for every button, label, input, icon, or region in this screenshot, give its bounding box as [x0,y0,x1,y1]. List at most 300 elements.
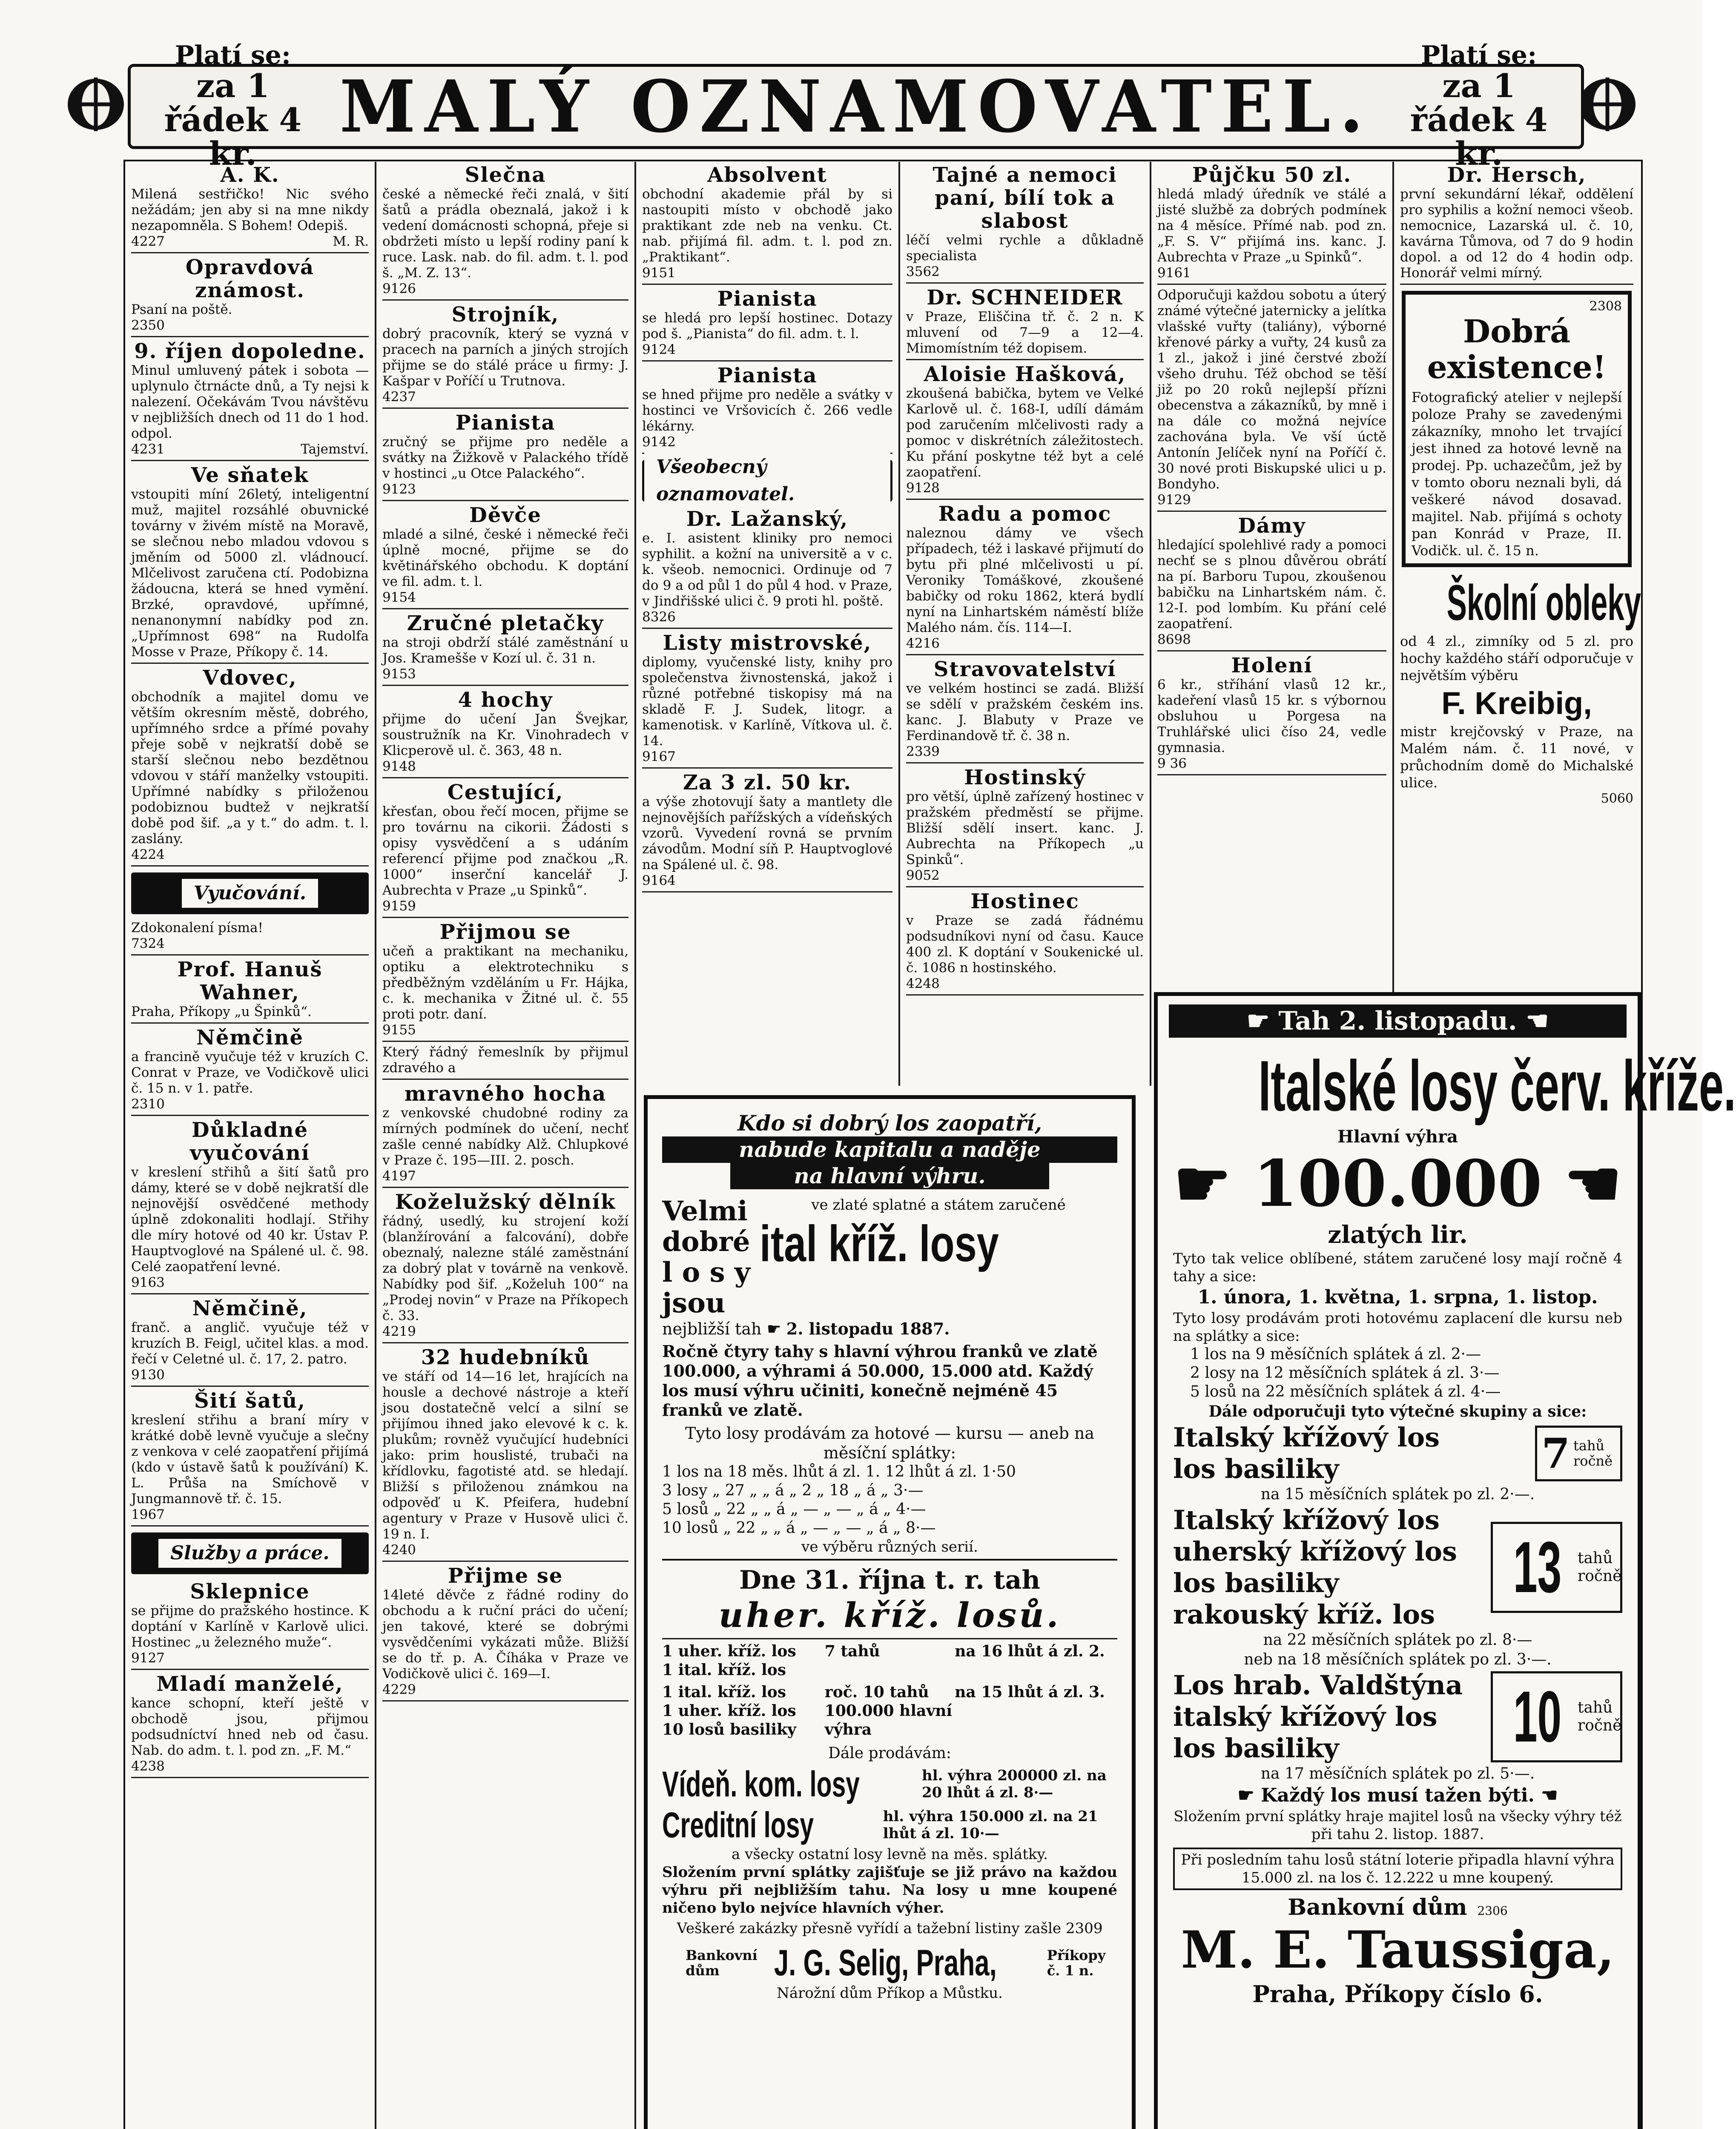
column-6 [1394,162,1639,1086]
group-draws-label: tahů ročně [1578,1549,1622,1585]
ad-headline: Němčině, [192,1297,308,1320]
classified-ad [1157,654,1386,775]
ad-number: 7324 [131,936,165,951]
lottery-note: Veškeré zakázky přesně vyřídí a tažební listiny zašle [677,1920,1062,1937]
pointing-hand-icon: ☛ [766,1320,781,1338]
ad-headline: Půjčku 50 zl. [1192,163,1352,187]
ad-number: 4216 [906,636,940,651]
ad-number: 9128 [906,480,940,496]
pointing-hand-icon: ☚ [1517,1006,1549,1036]
price-label: Platí se: [1420,40,1537,70]
lottery-item: 1 uher. kříž. los [662,1642,796,1660]
ad-number: 4237 [382,389,416,405]
ad-number: 5060 [1601,791,1633,806]
lottery-item: hl. výhra 200000 zl. na 20 lhůt á zl. 8·— [922,1767,1107,1801]
ad-number: 4240 [382,1542,416,1558]
ad-headline: Holení [1231,654,1313,677]
ad-headline: Italské losy červ. kříže. [1258,1046,1736,1126]
price-label: Platí se: [175,40,291,70]
ad-body: české a německé řeči znalá, v šití šatů a prádla obeznalá, jakož i k vedení domácnosti schopná, přeje si obdržeti místo u lepší rodiny paní k ruce. Lask. nab. do fil. adm. t. l. pod š. „M. Z. 13“. [382,187,628,281]
ad-headline: Děvče [469,503,542,527]
ad-body: hledá mladý úředník ve stálé a jisté službě za dobrých podmínek na 4 měsíce. Přímé nab. pod zn. „F. S. V“ přijímá ins. kanc. J. Aubrechta v Praze „u Spinků“. [1157,187,1386,265]
ad-number: 9155 [382,1022,416,1038]
group-item: los basiliky [1173,1567,1339,1598]
group-draws: 13 [1513,1527,1562,1608]
ad-headline: Opravdová známost. [185,255,315,302]
ad-number: 3562 [906,264,940,279]
ad-list [1400,164,1633,285]
lottery-body: Složením první splátky zajišťuje se již právo na každou výhru při nejbližším tahu. Na losy u mne koupené ničeno bylo nejvíce hlavních výher. [662,1864,1117,1917]
lottery-body: Při posledním tahu losů státní loterie připadla hlavní výhra 15.000 zl. na los č. 12.222 u mne koupený. [1173,1848,1622,1890]
ad-number: 9052 [906,868,940,883]
classified-ad [382,1564,628,1701]
ad-headline: Listy mistrovské, [663,631,872,655]
ad-body: vstoupiti míní 26letý, inteligentní muž, majitel rozsáhlé obuvnické továrny v živém místě na Moravě, se slečnou nebo mladou vdovou s jměním od 5000 zl. vládnoucí. Mlčelivost zaručena ctí. Podobizna žádoucna, která se hned vymění. Brzké, opravdové, upřímné, nenanonymní nabídky pod zn. „Upřímnost 698“ na Rudolfa Mosse v Praze, Příkopy č. 14. [131,487,369,660]
ad-body: diplomy, vyučenské listy, knihy pro společenstva živnostenská, jakož i různé potřebné tiskopisy má na skladě F. J. Sudek, litogr. a kamenotisk. v Karlíně, Vítkova ul. č. 14. [642,654,892,749]
lottery-note: na 17 měsíčních splátek po zl. 5·—. [1260,1765,1535,1782]
ad-headline: Hostinec [970,889,1079,913]
ad-number: 2309 [1065,1920,1103,1937]
ad-skolni-obleky [1400,573,1641,806]
classified-ad [131,164,369,253]
ad-body: e. I. asistent kliniky pro nemoci syphilit. a kožní na universitě a v c. k. všeob. nemocnici. Ordinuje od 7 do 9 a od půl 1 do půl 4 hod. v Praze, v Jindřišské ulici č. 9 proti hl. poště. [642,531,892,609]
lottery-body: Ročně čtyry tahy s hlavní výhrou franků ve zlatě 100.000, a výhrami á 50.000, 15.000 atd. Každý los musí výhru učiniti, konečně nejméně 45 franků ve zlatě. [662,1342,1098,1420]
pointing-hand-icon: ☛ [1237,1785,1261,1806]
price-row: 1 los na 9 měsíčních splátek á zl. 2·— [1190,1346,1481,1363]
classified-ad [131,920,369,955]
classified-ad [642,287,892,362]
classified-ad [642,508,892,629]
lottery-item: hl. výhra 150.000 zl. na 21 lhůt á zl. 10·— [883,1808,1098,1842]
lottery-note: ve zlaté splatné a státem zaručené [811,1196,1066,1214]
column-2 [376,162,634,2129]
group-draws: 7 [1541,1429,1570,1478]
lottery-item: na 15 lhůt á zl. 3. [955,1683,1105,1701]
group-item: italský křížový los [1173,1701,1438,1732]
ad-number: 2339 [906,744,940,759]
ad-number: 9148 [382,759,416,774]
section-title: Vyučování. [182,879,318,908]
lottery-title: J. G. Selig, Praha, [774,1942,997,1983]
lottery-note: Každý los musí tažen býti. [1261,1785,1535,1806]
ad-body: řádný, usedlý, ku strojení koží (blanžírování a falcování), dobře obeznalý, nalezne stálé zaměstnání za dobrý plat v továrně na venkově. Nabídky pod šif. „Koželuh 100“ na „Prodej novin“ v Praze na Příkopech č. 33. [382,1214,628,1323]
column-3 [636,162,898,1086]
lottery-note: na 15 měsíčních splátek po zl. 2·—. [1260,1486,1535,1503]
ad-number: 9126 [382,281,416,296]
page-title: MALÝ OZNAMOVATEL. [339,64,1372,149]
lottery-note: Příkopy č. 1 n. [1047,1947,1106,1979]
ad-body: Který řádný řemeslník by přijmul zdravého a [382,1044,628,1076]
ad-headline: na hlavní výhru. [730,1163,1049,1189]
ad-number: 9153 [382,666,416,682]
ad-body: ve velkém hostinci se zadá. Bližší se sdělí v pražském českém ins. kanc. J. Blabuty v Praze ve Ferdinandově tř. č. 38 n. [906,681,1144,743]
ad-body: mladé a silné, české i německé řeči úplně mocné, přijme se do květinářského obchodu. K doptání ve fil. adm. t. l. [382,527,628,589]
group-item: Italský křížový los [1173,1504,1440,1535]
pointing-hand-icon: ☛ [1246,1006,1279,1036]
lottery-dates: 1. února, 1. května, 1. srpna, 1. listop. [1197,1286,1598,1308]
prize-amount: 100.000 [1253,1146,1542,1221]
lottery-body: Tyto losy prodávám proti hotovému zaplacení dle kursu neb na splátky a sice: [1173,1310,1622,1345]
ad-headline: Důkladné vyučování [189,1118,310,1165]
ad-headline: existence! [1427,349,1607,386]
ad-number: 8698 [1157,632,1191,647]
price-value: za 1 řádek 4 kr. [164,66,302,173]
classified-ad [906,658,1144,763]
price-row: 5 losů na 22 měsíčních splátek á zl. 4·— [1190,1383,1501,1400]
ad-headline: Prof. Hanuš Wahner, [177,958,323,1004]
ad-signature: M. R. [333,234,369,249]
lottery-item: roč. 10 tahů 100.000 hlavní výhra [824,1683,953,1739]
classified-ad [382,781,628,918]
classified-ad [382,1044,628,1080]
ad-number: 4227 [131,234,165,249]
ad-headline: 32 hudebníků [421,1346,590,1369]
ad-number: 9129 [1157,492,1191,508]
ad-body: Minul umluvený pátek i sobota — uplynulo čtrnácte dnů, a Ty nejsi k nalezení. Očekávám Tvou návštěvu v nejbližších dnech od 11 do 1 hod. odpol. [131,363,369,441]
ad-number: 9151 [642,265,676,281]
classified-ad [1400,164,1633,285]
ad-body: dobrý pracovník, který se vyzná v pracech na parních a jiných strojích přijme se do stálé práce u firmy: J. Kašpar v Poříčí u Trutnova. [382,326,628,389]
lottery-body: Tyto losy prodávám za hotové — kursu — aneb na měsíční splátky: [685,1424,1095,1462]
classified-ad [906,766,1144,887]
ad-address: Praha, Příkopy číslo 6. [1252,1980,1543,2008]
classified-ad [1157,514,1386,651]
classified-ad [382,1082,628,1188]
ad-headline: Pianista [717,287,818,311]
lottery-note: Dále odporučuji tyto výtečné skupiny a sice: [1208,1403,1587,1420]
lottery-item: 1 ital. kříž. los [662,1683,786,1701]
ad-headline: Koželužský dělník [395,1190,616,1214]
classified-ad [382,1346,628,1562]
classified-ad [642,771,892,892]
ad-number: 9124 [642,342,676,357]
masthead-price-right [1394,42,1564,171]
price-row: 5 losů „ 22 „ „ á „ — „ — „ á „ 4·— [662,1501,926,1518]
group-item: uherský křížový los [1173,1536,1457,1567]
column-4 [900,162,1150,1086]
lottery-note: Hlavní výhra [1337,1127,1458,1147]
ad-headline: Dr. Lažanský, [686,507,849,531]
ad-number: 9161 [1157,265,1191,281]
classified-ad [1157,287,1386,512]
ad-body: kreslení střihu a braní míry v krátké době levně vyučuje a slečny z venkova v celé zaopatření přijímá (kdo v ústavě šatů k používání) K. L. Průša na Smíchově v Jungmannově tř. č. 15. [131,1412,369,1506]
ad-number: 9127 [131,1650,165,1666]
lottery-word: Velmi [662,1195,748,1227]
group-draws: 10 [1513,1676,1562,1757]
group-draws-label: tahů ročně [1573,1438,1613,1469]
ad-headline: Slečna [465,163,546,187]
ad-number: 9154 [382,590,416,605]
lottery-word: dobré [662,1226,750,1258]
classified-ad [906,286,1144,360]
classified-ad [131,1119,369,1294]
pointing-hand-icon: ☚ [1534,1785,1558,1806]
ad-headline: 4 hochy [458,688,553,712]
price-row: 3 losy „ 27 „ „ á „ 2 „ 18 „ á „ 3·— [662,1482,924,1499]
ad-headline: Stravovatelství [933,657,1116,681]
ad-body: naleznou dámy ve všech případech, též i laskavé přijmutí do bytu při plné mlčelivosti u pí. Veroniky Tomáškové, zkoušené babičky od roku 1862, která bydlí nyní na Linhartském náměstí blíže Malého nám. čís. 114—I. [906,525,1144,635]
ad-headline: Aloisie Hašková, [924,362,1126,386]
group-item: Italský křížový los [1173,1422,1440,1453]
ad-body: křesťan, obou řečí mocen, přijme se pro továrnu na cikorii. Žádosti s opisy vysvědčení a s udáním referencí přijme pod značkou „R. 1000“ inserční kancelář J. Aubrechta v Praze „u Spinků“. [382,804,628,898]
ad-headline: Za 3 zl. 50 kr. [683,771,852,795]
classified-ad [382,164,628,301]
lottery-note: a všecky ostatní losy levně na měs. splátky. [732,1846,1048,1863]
group-item: los basiliky [1173,1733,1339,1764]
lottery-word: l o s y [662,1257,751,1288]
ad-number: 9159 [382,898,416,914]
group-draws-label: tahů ročně [1578,1699,1622,1734]
classified-ad [906,890,1144,996]
ad-headline: Tajné a nemoci paní, bílí tok a slabost [933,163,1117,233]
lottery-body: Tyto tak velice oblíbené, státem zaručené losy mají ročně 4 tahy a sice: [1173,1250,1622,1285]
classified-ad [906,363,1144,500]
ad-body: na stroji obdrží stálé zaměstnání u Jos. Kramešše v Kozí ul. č. 31 n. [382,635,628,666]
classified-ad [642,164,892,285]
ad-headline: Dámy [1238,514,1306,538]
ad-body: a francině vyučuje též v kruzích C. Conrat v Praze, ve Vodičkově ulici č. 15 n. v 1. patře. [131,1049,369,1096]
classified-ad [131,1389,369,1526]
ad-headline: Mladí manželé, [156,1672,344,1696]
ad-headline: F. Kreibig, [1441,686,1592,721]
lottery-note: Nárožní dům Příkop a Můstku. [777,1985,1003,2002]
masthead-price-left [148,42,318,171]
classified-ad [382,303,628,409]
ad-number: 2350 [131,318,165,333]
price-row: 1 los na 18 měs. lhůt á zl. 1. 12 lhůt á zl. 1·50 [662,1463,1016,1481]
lottery-word: jsou [662,1287,726,1319]
ad-body: Fotografický atelier v nejlepší poloze Prahy se zavedenými zákazníky, mnoho let trvající jest ihned za hotové levně na prodej. Pp. uchazečům, jež by v tomto oboru neznali byli, dá veškeré návod dosavad. majitel. Nab. přijímá s ochoty pan Konrád v Praze, II. Vodičk. ul. č. 15 n. [1412,389,1622,559]
ad-headline: Přijme se [448,1564,563,1588]
ad-body: v Praze se zadá řádnému podsudníkovi nyní od času. Kauce 400 zl. K doptání v Soukenické ul. č. 1086 n hostinského. [906,913,1144,976]
ad-headline: Dne 31. října t. r. tah [739,1565,1041,1595]
ad-body: Psaní na poště. [131,302,232,317]
classified-ad [906,164,1144,284]
ad-selig-lottery [644,1095,1136,2129]
lottery-title: Vídeň. kom. losy [662,1764,860,1804]
ad-number: 9123 [382,482,416,497]
ad-headline: uher. kříž. losů. [718,1595,1061,1635]
ad-headline: nabude kapitalu a naděje [662,1136,1117,1163]
ad-headline: Zručné pletačky [407,611,604,635]
ad-taussig-lottery [1154,992,1736,2129]
ad-number: 2308 [1589,299,1622,314]
lottery-note: ve výběru různých serií. [662,1538,1117,1561]
classified-ad [382,504,628,609]
left-ornament-icon [64,72,128,136]
lottery-note: zlatých lir. [1328,1221,1468,1249]
ad-body: z venkovské chudobné rodiny za mírných podmínek do učení, nechť zašle cenné nabídky Alž. Chlupkové v Praze č. 195—III. 2. posch. [382,1105,628,1168]
ad-body: obchodník a majitel domu ve větším okresním městě, dobrého, upřímného srdce a přímé povahy přeje sobě v nejkratší době se starší slečnou nebo bezdětnou vdovou v stáří manželky vstoupiti. Upřímné nabídky s přiloženou podobiznou budtež v nejkratší době pod šif. „a y t.“ do adm. t. l. zaslány. [131,689,369,846]
ad-list [642,164,892,454]
classified-ad [131,256,369,337]
ad-body: v Praze, Eliščina tř. č. 2 n. K mluvení od 7—9 a 12—4. Mimomístním též dopisem. [906,309,1144,356]
ad-body: zkoušená babička, bytem ve Velké Karlově ul. č. 168-I, udílí dámám pod zaručením mlčelivosti rady a pomoc v diskrétních záležitostech. Ku přání poskytne též byt a celé zaopatření. [906,386,1144,480]
ad-body: franč. a anglič. vyučuje též v kruzích B. Feigl, učitel klas. a mod. řečí v Celetné ul. č. 17, 2. patro. [131,1320,369,1367]
ad-list [131,164,369,867]
ad-headline: Kdo si dobrý los zaopatří, [737,1110,1042,1136]
pointing-hand-icon: ☚ [1542,1146,1622,1221]
ad-headline: Absolvent [707,163,827,187]
ad-headline: Ve sňatek [191,463,309,487]
classified-ad [382,689,628,778]
lottery-note: nejbližší tah [662,1320,762,1338]
price-row: 10 losů „ 22 „ „ á „ — „ — „ á „ 8·— [662,1519,936,1537]
classified-ad [382,1191,628,1343]
ad-number: 9167 [642,749,676,764]
ad-number: 4231 [131,442,165,457]
lottery-price-table [1173,1345,1622,1401]
column-5 [1151,162,1392,1086]
column-1 [125,162,375,2129]
right-ornament-icon [1575,72,1639,136]
lottery-title: ital kříž. losy [760,1215,999,1272]
group-item: los basiliky [1173,1453,1339,1484]
ad-number: 2306 [1477,1904,1508,1918]
lottery-item: 1 uher. kříž. los [662,1702,796,1720]
ad-number: 9 36 [1157,756,1187,771]
ad-headline: Němčině [196,1026,304,1050]
ad-number: 2310 [131,1096,165,1112]
lottery-title: Creditní losy [662,1805,814,1845]
classified-ad [382,612,628,686]
lottery-item: na 16 lhůt á zl. 2. [955,1642,1105,1660]
ad-number: 4238 [131,1759,165,1774]
lottery-note: neb na 18 měsíčních splátek po zl. 3·—. [1244,1651,1552,1668]
section-banner-vseobecny [642,456,892,505]
ad-number: 4197 [382,1168,416,1184]
price-row: 2 losy na 12 měsíčních splátek á zl. 3·— [1190,1364,1500,1382]
ad-headline: Vdovec, [203,666,297,690]
ad-list [642,508,892,892]
ad-headline: Dr. Hersch, [1447,163,1587,187]
price-value: za 1 řádek 4 kr. [1410,66,1548,173]
classified-ad [131,464,369,664]
ad-body: zručný se přijme pro neděle a svátky na Žižkově v Palackého třídě v hostinci „u Otce Palackého“. [382,434,628,481]
lottery-item: 1 ital. kříž. los [662,1661,786,1679]
ad-headline: Radu a pomoc [938,502,1112,526]
section-banner-sluzby [131,1532,369,1574]
masthead [128,40,1584,173]
ad-body: pro větší, úplně zařízený hostinec v pražském předměstí se přijme. Bližší sdělí insert. kanc. J. Aubrechta na Příkopech „u Spinků“. [906,789,1144,867]
ad-body: a výše zhotovují šaty a mantlety dle nejnovějších pařížských a vídeňských vzorů. Vyvedení rovná se prvním závodům. Modní síň P. Hauptvoglové na Spálené ul. č. 98. [642,794,892,872]
ad-headline: Strojník, [451,303,560,327]
ad-number: 8326 [642,609,676,625]
ad-headline: Přijmou se [439,920,571,944]
classified-ad [131,958,369,1024]
ad-headline: Bankovní dům [1288,1894,1467,1920]
lottery-item: 10 losů basiliky [662,1721,796,1739]
ad-number: 9164 [642,873,676,888]
ad-headline: Pianista [717,364,818,387]
ad-body: ve stáří od 14—16 let, hrajících na housle a dechové nástroje a kteří jsou dostatečně velcí a silní se přijímou ihned jako elevové k c. k. plukům; rovněž vyučující hudebníci jako: prim houslisté, trubači na křídlovku, fagotisté atd. se hledají. Bližší s přiloženou známkou na odpověď u K. Pfeifera, hudební agentury v Praze v Husově ulici č. 19 n. I. [382,1369,628,1542]
ad-body: Milená sestřičko! Nic svého nežádám; jen aby si na mne nikdy nezapomněla. S Bohem! Odepiš. [131,187,369,233]
ad-body: léčí velmi rychle a důkladně specialista [906,232,1144,264]
ad-number: 1967 [131,1507,165,1522]
ad-headline: Šití šatů, [194,1389,306,1413]
classified-ad [131,666,369,867]
ad-body: v kreslení střihů a šití šatů pro dámy, které se v době nejkratší dle nejnovější osvědčené methody úplně zdokonaliti hodlají. Střihy dle míry hotové od 40 kr. Ústav P. Hauptvoglové na Spálené ul. č. 98. Celé zaopatření levné. [131,1165,369,1274]
ad-number: 4248 [906,976,940,991]
ad-headline: Školní obleky [1446,575,1641,631]
lottery-item: 7 tahů [824,1642,880,1660]
ad-headline: A. K. [220,163,280,187]
ad-body: 14leté děvče z řádné rodiny do obchodu a k ruční práci do učení; jen takové, které se dobrými vysvědčeními vykázati může. Bližší se do tř. p. A. Číháka v Praze ve Vodičkově ulici č. 169—I. [382,1587,628,1681]
ad-headline: M. E. Taussiga, [1181,1920,1615,1980]
group-item: rakouský kříž. los [1173,1599,1435,1630]
classified-ad [131,1580,369,1670]
ad-headline: 9. říjen dopoledne. [134,339,366,363]
ad-body: Odporučuji každou sobotu a úterý známé výtečné jaternicky a jelítka vlašské vuřty (taliány), výborné křenové párky a vuřty, 24 kusů za 1 zl., jakož i jiné čerstvé zboží všeho druhu. Též obchod se těší již po 20 roků nejlepší přízni obecenstva a zákazníků, by mně i na dále co možná nejvíce zachována byla. Ve vší úctě Antonín Jelíček nyní na Poříčí č. 30 nové proti Biskupské ulici u p. Bondyho. [1157,287,1386,492]
classified-ad [642,631,892,769]
ad-list [906,164,1144,996]
ad-headline: Dr. SCHNEIDER [927,286,1123,310]
classified-ad [131,340,369,461]
classified-ad [642,364,892,454]
lottery-note: Dále prodávám: [828,1745,952,1762]
ad-number: 4224 [131,847,165,862]
classified-ad [131,1297,369,1387]
ad-headline: mravného hocha [404,1082,607,1106]
ad-body: Zdokonalení písma! [131,920,263,935]
ad-number: 4229 [382,1682,416,1697]
ad-number: 4219 [382,1324,416,1339]
classified-ad [382,921,628,1042]
classified-ad [906,502,1144,655]
ad-list [1157,164,1386,775]
lottery-price-table [662,1463,1117,1538]
ad-headline: Hostinský [964,766,1086,789]
ad-body: od 4 zl., zimníky od 5 zl. pro hochy každého stáří odporučuje v největším výběru [1400,633,1633,683]
ad-body: kance schopní, kteří ještě v obchodě jsou, přijmou podsudníctví hned neb od času. Nab. do adm. t. l. pod zn. „F. M.“ [131,1696,369,1758]
ad-headline: Tah 2. listopadu. [1278,1006,1517,1036]
ad-headline: Sklepnice [190,1580,310,1604]
classified-ad [1157,164,1386,285]
column-rule [634,1086,636,2129]
ad-body: obchodní akademie přál by si nastoupiti místo v obchodě jako praktikant zde neb na venku. Ct. nab. přijímá fil. adm. t. l. pod zn. „Praktikant“. [642,187,892,265]
classified-ad [131,1673,369,1778]
ad-body: se hledá pro lepší hostinec. Dotazy pod š. „Pianista“ do fil. adm. t. l. [642,310,892,341]
ad-headline: Pianista [455,411,556,435]
classified-ad [131,1026,369,1116]
ad-number: 9163 [131,1275,165,1290]
ad-headline: Dobrá [1463,313,1571,350]
ad-signature: Tajemství. [301,442,369,457]
ad-body: učeň a praktikant na mechaniku, optiku a elektrotechniku s předběžným vzděláním u Fr. Hájka, c. k. mechanika v Žitné ul. č. 55 proti potr. daní. [382,944,628,1022]
ad-body: hledající spolehlivé rady a pomoci nechť se s plnou důvěrou obrátí na pí. Barboru Tupou, zkoušenou babičku na Linhartském nám. č. 12-I. pod lombím. Ku přání celé zaopatření. [1157,537,1386,631]
pointing-hand-icon: ☛ [1174,1146,1254,1221]
ad-list [131,920,369,1526]
section-title: Služby a práce. [158,1539,341,1568]
lottery-note: Bankovní dům [686,1947,758,1979]
lottery-date: 2. listopadu 1887. [786,1319,950,1338]
section-banner-vyucovani [131,872,369,914]
ad-body: se přijme do pražského hostince. K doptání v Karlíně v Karlově ulici. Hostinec „u železného muže“. [131,1603,369,1650]
ad-body: přijme do učení Jan Švejkar, soustružník na Kr. Vinohradech v Klicperově ul. č. 363, 48 n. [382,712,628,758]
ad-number: 9130 [131,1367,165,1383]
ad-list [131,1580,369,1778]
ad-headline: Cestující, [447,780,564,804]
ad-list [382,164,628,1701]
group-item: Los hrab. Valdštýna [1173,1670,1463,1701]
ad-body: mistr krejčovský v Praze, na Malém nám. č. 11 nové, v průchodním domě do Michalské ulice. [1400,723,1633,791]
lottery-note: na 22 měsíčních splátek po zl. 8·— [1263,1631,1532,1649]
ad-body: se hned přijme pro neděle a svátky v hostinci ve Vršovicích č. 266 vedle lékárny. [642,387,892,434]
lottery-body: Složením první splátky hraje majitel losů na všecky výhry též při tahu 2. listop. 1887. [1174,1808,1622,1843]
section-title: Všeobecný oznamovatel. [644,453,890,509]
ad-number: 9142 [642,434,676,450]
ad-body: první sekundární lékař, oddělení pro syphilis a kožní nemoci všeob. nemocnice, Lazarská ul. č. 10, kavárna Tůmova, od 7 do 9 hodin dopol. a od 12 do 4 hodin odp. Honorář velmi mírný. [1400,187,1633,281]
